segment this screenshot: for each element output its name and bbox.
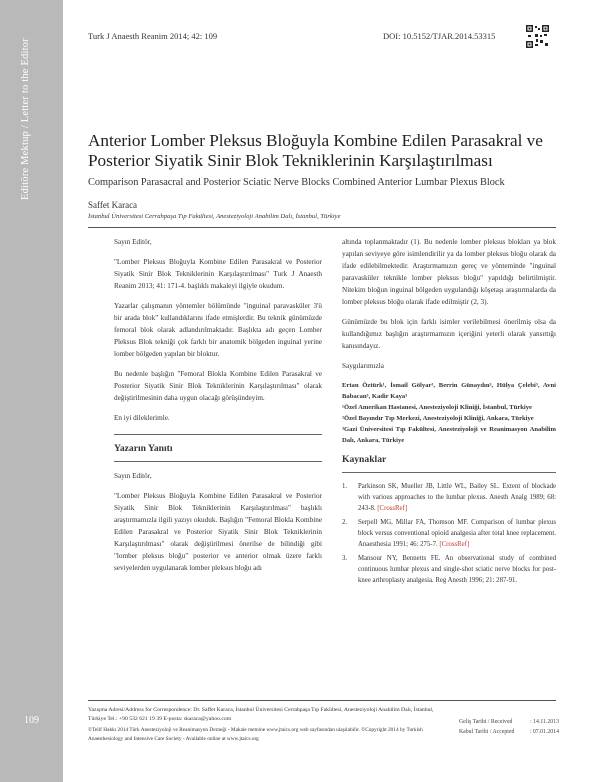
closing: En iyi dileklerimle. — [114, 414, 170, 422]
paragraph: Günümüzde bu blok için farklı isimler verilebilmesi önerilmiş olsa da kullandığımız başlığın araştırmamızın içeriğini yeterli olarak yansıttığı kanısındayız. — [342, 318, 556, 350]
sidebar-band — [0, 0, 63, 782]
reply-author-names: Ertan Öztürk¹, İsmail Gölyar², Berrin Günaydın³, Hülya Çelebi³, Avni Babacan³, Kadir Kaya³ — [342, 382, 556, 400]
section-divider — [342, 472, 556, 473]
salutation: Sayın Editör, — [114, 472, 152, 480]
reply-affiliation: ³Gazi Üniversitesi Tıp Fakültesi, Anesteziyoloji ve Reanimasyon Anabilim Dalı, Ankara, Türkiye — [342, 426, 556, 444]
article-type-label: Editöre Mektup / Letter to the Editor — [20, 38, 31, 200]
page-number: 109 — [24, 715, 39, 726]
received-date: : 14.11.2013 — [530, 719, 559, 725]
paragraph: Bu nedenle başlığın "Femoral Blokla Kombine Edilen Parasakral ve Posterior Siyatik Sinir Blok Tekniklerinin Karşılaştırılması" olarak değiştirilmesinin daha uygun olacağı görüşündeyim. — [114, 370, 322, 402]
salutation: Sayın Editör, — [114, 238, 152, 246]
left-column — [114, 236, 322, 582]
crossref-link[interactable]: [CrossRef] — [439, 541, 470, 548]
reference-item: 2. Serpell MG, Millar FA, Thomson MF. Comparison of lumbar plexus block versus conventional opioid analgesia after total knee replacement. Anaesthesia 1991; 46: 275-7. [CrossRef] — [342, 519, 556, 548]
reply-affiliation: ¹Özel Amerikan Hastanesi, Anesteziyoloji Kliniği, İstanbul, Türkiye — [342, 404, 532, 411]
header-divider — [88, 227, 556, 228]
paragraph: Yazarlar çalışmanın yöntemler bölümünde "inguinal paravasküler 3'ü bir arada blok" kullandıklarını ifade etmişlerdir. Bu teknik günümüzde femoral blok olarak adlandırılmaktadır. Başlıkta adı geçen Lomber Pleksus Blok tekniği çok farklı bir anatomik bölgeden inguinal yerine lomber bölgeden yapılan bir bloktur. — [114, 302, 322, 358]
reference-item: 3. Mansour NY, Bennetts FE. An observational study of combined continuous lumbar plexus and single-shot sciatic nerve blocks for post-knee arthroplasty analgesia. Reg Anesth 1996; 21: 287-91. — [342, 555, 556, 584]
closing: Saygılarımızla — [342, 362, 384, 370]
copyright-notice: ©Telif Hakkı 2014 Türk Anesteziyoloji ve Reanimasyon Derneği - Makale metnine www.jtaics.org web sayfasından ulaşılabilir. ©Copyright 2014 by Turkish Anaesthesiology and Intensive Care Society - Available online at www.jtaics.org — [88, 727, 423, 742]
reply-heading: Yazarın Yanıtı — [114, 443, 173, 454]
paragraph: "Lomber Pleksus Bloğuyla Kombine Edilen Parasakral ve Posterior Siyatik Sinir Blok Tekniklerinin Karşılaştırılması" başlıklı araştırmamızla ilgili yazıyı okuduk. Başlığın "Femoral Blokla Kombine Edilen Parasakral ve Posterior Siyatik Sinir Blok Tekniklerinin Karşılaştırılması" olarak değiştirilmesi önerilse de bilindiği gibi "lomber pleksus bloğu" posterior ve anterior olmak üzere farklı seviyelerden uygulanarak lomber pleksus bloğu adı — [114, 492, 322, 572]
author-name: Saffet Karaca — [88, 200, 138, 210]
reference-item: 1. Parkinson SK, Mueller JB, Little WL, Bailey SL. Extent of blockade with various approaches to the lumbar plexus. Anesth Analg 1989; 68: 243-8. [CrossRef] — [342, 483, 556, 512]
article-subtitle: Comparison Parasacral and Posterior Sciatic Nerve Blocks Combined Anterior Lumbar Plexus Block — [88, 177, 505, 188]
article-dates: Geliş Tarihi / Received : 14.11.2013 Kabul Tarihi / Accepted : 07.01.2014 — [459, 719, 559, 735]
accepted-date: : 07.01.2014 — [529, 729, 559, 735]
crossref-link[interactable]: [CrossRef] — [377, 505, 408, 512]
references-heading: Kaynaklar — [342, 454, 387, 465]
right-column — [342, 236, 556, 589]
section-divider — [114, 434, 322, 435]
section-divider — [114, 461, 322, 462]
article-title: Anterior Lomber Pleksus Bloğuyla Kombine Edilen Parasakral ve Posterior Siyatik Sinir Blok Tekniklerinin Karşılaştırılması — [88, 131, 543, 170]
qr-code-icon — [526, 25, 549, 48]
paragraph: altında toplanmaktadır (1). Bu nedenle lomber pleksus blokları ya blok yapılan seviyeye göre isimlendirilir ya da lomber pleksus bloğu olarak da ifade edilebilmektedir. Araştırmamızın gereç ve yönteminde "inguinal paravasküler teknikle lomber pleksus bloğu" yapıldığı belirtilmiştir. Nitekim bloğun inguinal bölgeden uygulandığı köşetaşı araştırmalarda da lomber pleksus bloğu olarak ifade edilmiştir (2, 3). — [342, 238, 556, 306]
journal-citation: Turk J Anaesth Reanim 2014; 42: 109 — [88, 31, 218, 41]
author-affiliation: İstanbul Üniversitesi Cerrahpaşa Tıp Fakültesi, Anesteziyoloji Anabilim Dalı, İstanbul, Türkiye — [88, 213, 341, 220]
paragraph: "Lomber Pleksus Bloğuyla Kombine Edilen Parasakral ve Posterior Siyatik Sinir Blok Tekniklerinin Karşılaştırılması" Turk J Anaesth Reanim 2013; 41: 171-4. başlıklı makaleyi ilgiyle okudum. — [114, 258, 322, 290]
reply-authors — [342, 380, 556, 446]
reply-affiliation: ²Özel Bayındır Tıp Merkezi, Anesteziyoloji Kliniği, Ankara, Türkiye — [342, 415, 534, 422]
correspondence-address: Yazışma Adresi/Address for Correspondence: Dr. Saffet Karaca, İstanbul Üniversitesi Cerrahpaşa Tıp Fakültesi, Anesteziyoloji Anabilim Dalı, İstanbul, Türkiye Tel.: +90 532 621 19 39 E-posta: skaraca@yahoo.com — [88, 707, 434, 722]
doi[interactable]: DOI: 10.5152/TJAR.2014.53315 — [383, 31, 496, 41]
footer-divider — [88, 700, 556, 701]
